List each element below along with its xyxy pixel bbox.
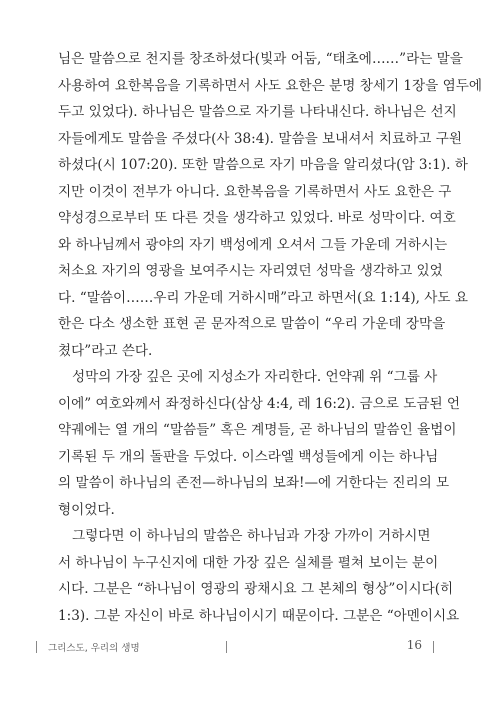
text-line: 와 하나님께서 광야의 자기 백성에게 오셔서 그들 가운데 거하시는 [58,236,448,253]
page-body [58,46,482,629]
text-line: 자들에게도 말씀을 주셨다(사 38:4). 말씀을 보내셔서 치료하고 구원 [58,130,462,147]
text-line: 서 하나님이 누구신지에 대한 가장 깊은 실체를 펼쳐 보이는 분이 [58,554,439,571]
footer-divider [433,641,434,653]
paragraph-end-line: 쳤다”라고 쓴다. [58,342,153,359]
text-line: 지만 이것이 전부가 아니다. 요한복음을 기록하면서 사도 요한은 구 [58,183,452,200]
text-line: 님은 말씀으로 천지를 창조하셨다(빛과 어둠, “태초에……”라는 말을 [58,51,463,67]
text-line: 약궤에는 열 개의 “말씀들” 혹은 계명들, 곧 하나님의 말씀인 율법이 [58,422,457,438]
page-footer [36,640,434,660]
paragraph-start-line: 그렇다면 이 하나님의 말씀은 하나님과 가장 가까이 거하시면 [72,528,431,544]
page-number: 16 [406,638,422,652]
text-line: 시다. 그분은 “하나님이 영광의 광채시요 그 본체의 형상”이시다(히 [58,581,454,597]
text-line: 두고 있었다). 하나님은 말씀으로 자기를 나타내신다. 하나님은 선지 [58,104,457,120]
footer-divider [226,641,227,653]
text-line: 한은 다소 생소한 표현 곧 문자적으로 말씀이 “우리 가운데 장막을 [58,316,446,332]
text-line: 의 말씀이 하나님의 존전—하나님의 보좌!—에 거한다는 진리의 모 [58,475,450,491]
text-line: 사용하여 요한복음을 기록하면서 사도 요한은 분명 창세기 1장을 염두에 [58,77,482,94]
running-book-title: 그리스도, 우리의 생명 [48,643,140,654]
text-line: 다. “말씀이……우리 가운데 거하시매”라고 하면서(요 1:14), 사도 요 [58,289,469,306]
footer-divider [36,641,37,653]
paragraph-end-line: 형이었다. [58,501,115,518]
text-line: 1:3). 그분 자신이 바로 하나님이시기 때문이다. 그분은 “아멘이시요 [58,607,460,624]
text-line: 이에” 여호와께서 좌정하신다(삼상 4:4, 레 16:2). 금으로 도금된 언 [58,395,461,412]
paragraph-start-line: 성막의 가장 깊은 곳에 지성소가 자리한다. 언약궤 위 “그룹 사 [72,369,438,385]
text-line: 하셨다(시 107:20). 또한 말씀으로 자기 마음을 알리셨다(암 3:1). 하 [58,157,468,173]
text-line: 기록된 두 개의 돌판을 두었다. 이스라엘 백성들에게 이는 하나님 [58,448,439,465]
text-line: 약성경으로부터 또 다른 것을 생각하고 있었다. 바로 성막이다. 여호 [58,210,456,226]
text-line: 처소요 자기의 영광을 보여주시는 자리였던 성막을 생각하고 있었 [58,263,443,279]
